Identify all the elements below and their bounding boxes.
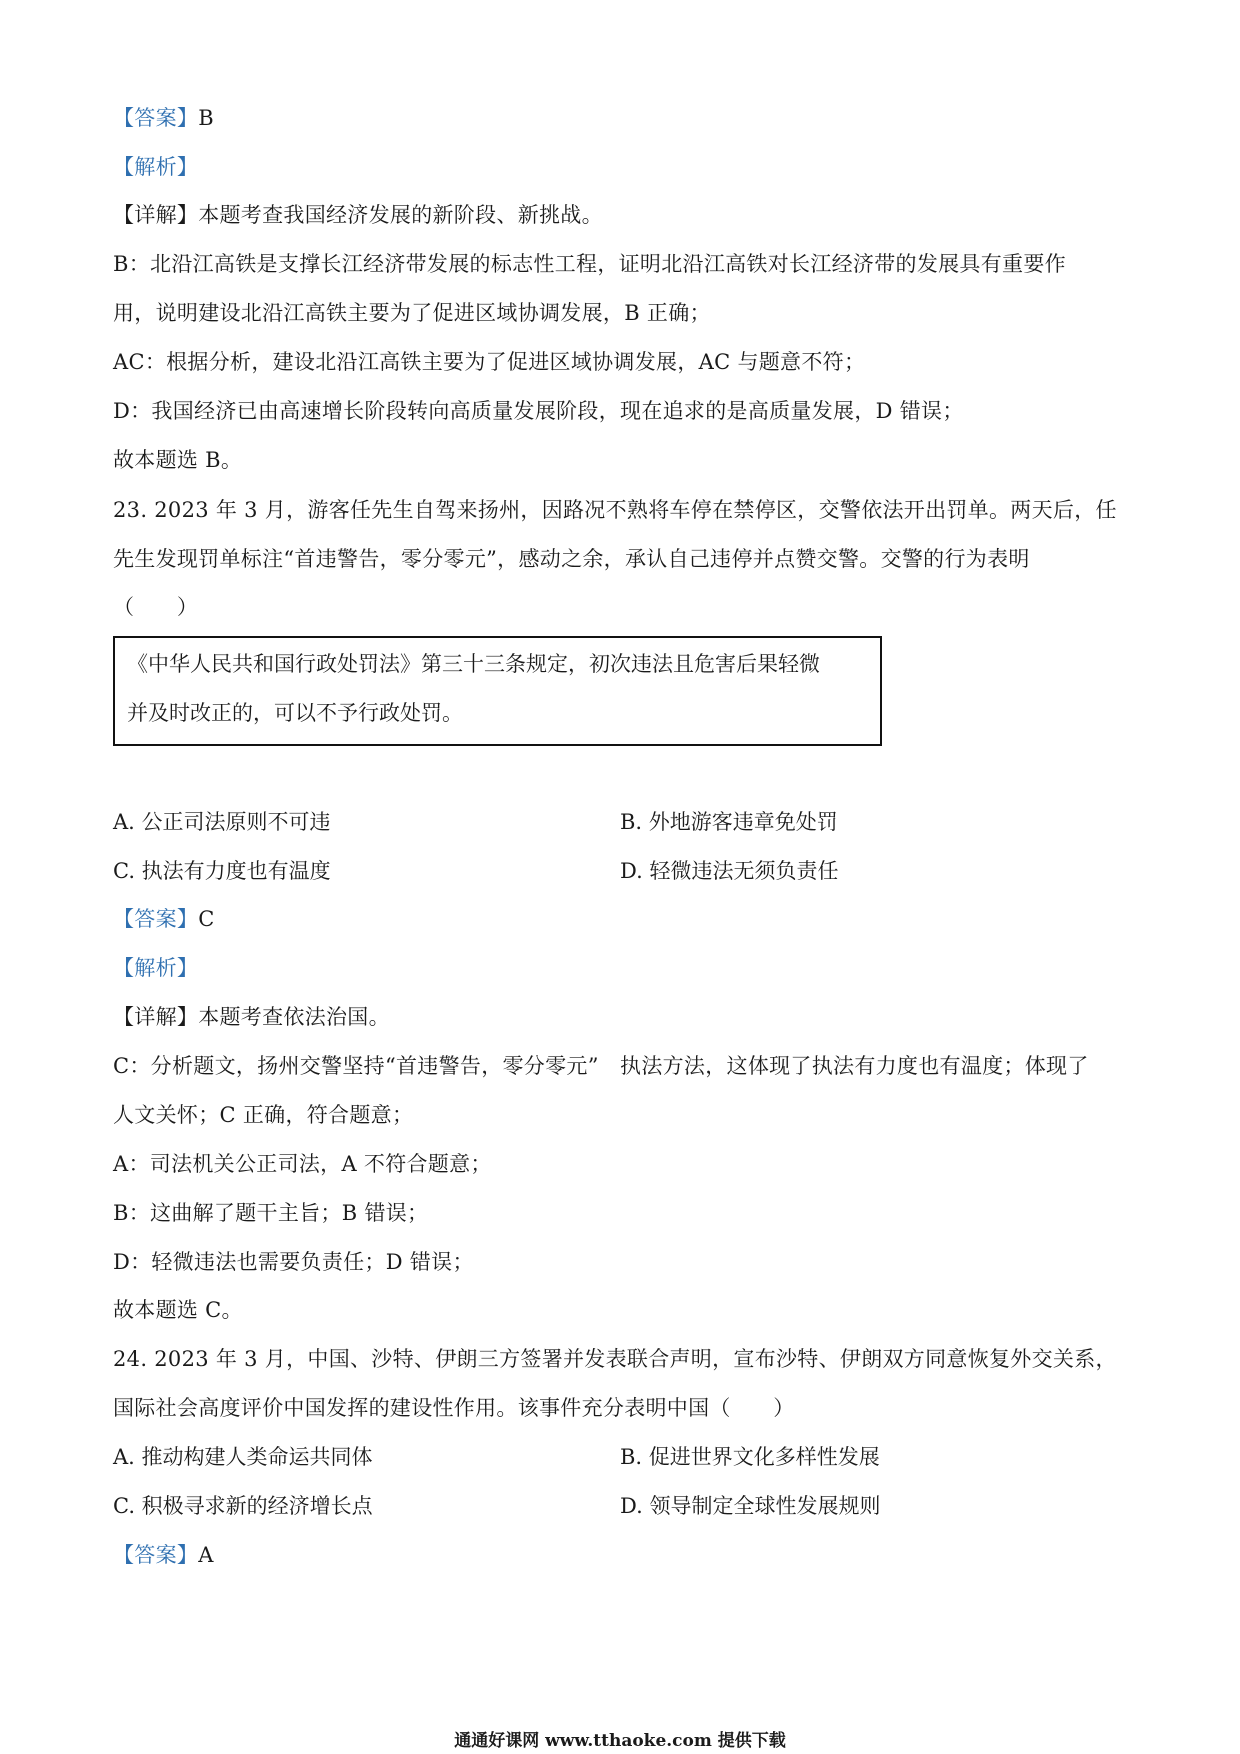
q24-option-d: D. 领导制定全球性发展规则 xyxy=(620,1494,881,1518)
q23-stem-2: 先生发现罚单标注“首违警告，零分零元”，感动之余，承认自己违停并点赞交警。交警的行为表明 xyxy=(113,547,1030,571)
q23-material-line-1: 《中华人民共和国行政处罚法》第三十三条规定，初次违法且危害后果轻微 xyxy=(127,652,820,676)
q23-option-b: B. 外地游客违章免处罚 xyxy=(620,810,838,834)
q23-line-2: 人文关怀；C 正确，符合题意； xyxy=(113,1103,414,1127)
q23-material-line-2: 并及时改正的，可以不予行政处罚。 xyxy=(127,701,463,725)
q22-line-4: D：我国经济已由高速增长阶段转向高质量发展阶段，现在追求的是高质量发展，D 错误； xyxy=(113,399,964,423)
detail-tag: 【详解】 xyxy=(113,203,199,227)
q24-option-b: B. 促进世界文化多样性发展 xyxy=(620,1445,880,1469)
q22-line-5: 故本题选 B。 xyxy=(113,448,243,472)
q23-line-1: C：分析题文，扬州交警坚持“首违警告，零分零元” 执法方法，这体现了执法有力度也有温度；体现了 xyxy=(113,1054,1089,1078)
q22-line-3: AC：根据分析，建设北沿江高铁主要为了促进区域协调发展，AC 与题意不符； xyxy=(113,350,866,374)
q23-line-3: A：司法机关公正司法，A 不符合题意； xyxy=(113,1152,492,1176)
answer-tag: 【答案】 xyxy=(113,907,199,931)
q23-answer xyxy=(113,905,215,933)
answer-value: B xyxy=(198,106,214,130)
q22-detail xyxy=(113,201,603,229)
q23-line-6: 故本题选 C。 xyxy=(113,1298,243,1322)
q24-option-a: A. 推动构建人类命运共同体 xyxy=(113,1445,373,1469)
detail-text: 本题考查我国经济发展的新阶段、新挑战。 xyxy=(198,203,603,227)
q23-option-c: C. 执法有力度也有温度 xyxy=(113,859,331,883)
q23-option-d: D. 轻微违法无须负责任 xyxy=(620,859,839,883)
answer-tag: 【答案】 xyxy=(113,106,199,130)
q24-stem-2: 国际社会高度评价中国发挥的建设性作用。该事件充分表明中国（ ） xyxy=(113,1396,795,1420)
q24-option-c: C. 积极寻求新的经济增长点 xyxy=(113,1494,373,1518)
detail-tag: 【详解】 xyxy=(113,1005,199,1029)
q23-stem-1: 23. 2023 年 3 月，游客任先生自驾来扬州，因路况不熟将车停在禁停区，交警依法开出罚单。两天后，任 xyxy=(113,498,1117,522)
answer-value: C xyxy=(198,907,215,931)
answer-value: A xyxy=(198,1543,214,1567)
answer-tag: 【答案】 xyxy=(113,1543,199,1567)
q22-line-1: B：北沿江高铁是支撑长江经济带发展的标志性工程，证明北沿江高铁对长江经济带的发展具有重要作 xyxy=(113,252,1066,276)
page-footer: 通通好课网 www.tthaoke.com 提供下载 xyxy=(454,1731,786,1751)
q23-stem-3: （ ） xyxy=(113,595,199,619)
q22-analysis-tag: 【解析】 xyxy=(113,155,199,179)
q23-material-box xyxy=(113,636,882,746)
q23-option-a: A. 公正司法原则不可违 xyxy=(113,810,331,834)
q23-line-5: D：轻微违法也需要负责任；D 错误； xyxy=(113,1250,474,1274)
q22-line-2: 用，说明建设北沿江高铁主要为了促进区域协调发展，B 正确； xyxy=(113,301,711,325)
q24-answer xyxy=(113,1541,214,1569)
q23-line-4: B：这曲解了题干主旨；B 错误； xyxy=(113,1201,429,1225)
q23-analysis-tag: 【解析】 xyxy=(113,956,199,980)
q24-stem-1: 24. 2023 年 3 月，中国、沙特、伊朗三方签署并发表联合声明，宣布沙特、伊朗双方同意恢复外交关系， xyxy=(113,1347,1117,1371)
q23-detail xyxy=(113,1003,390,1031)
detail-text: 本题考查依法治国。 xyxy=(198,1005,390,1029)
q22-answer xyxy=(113,104,214,132)
